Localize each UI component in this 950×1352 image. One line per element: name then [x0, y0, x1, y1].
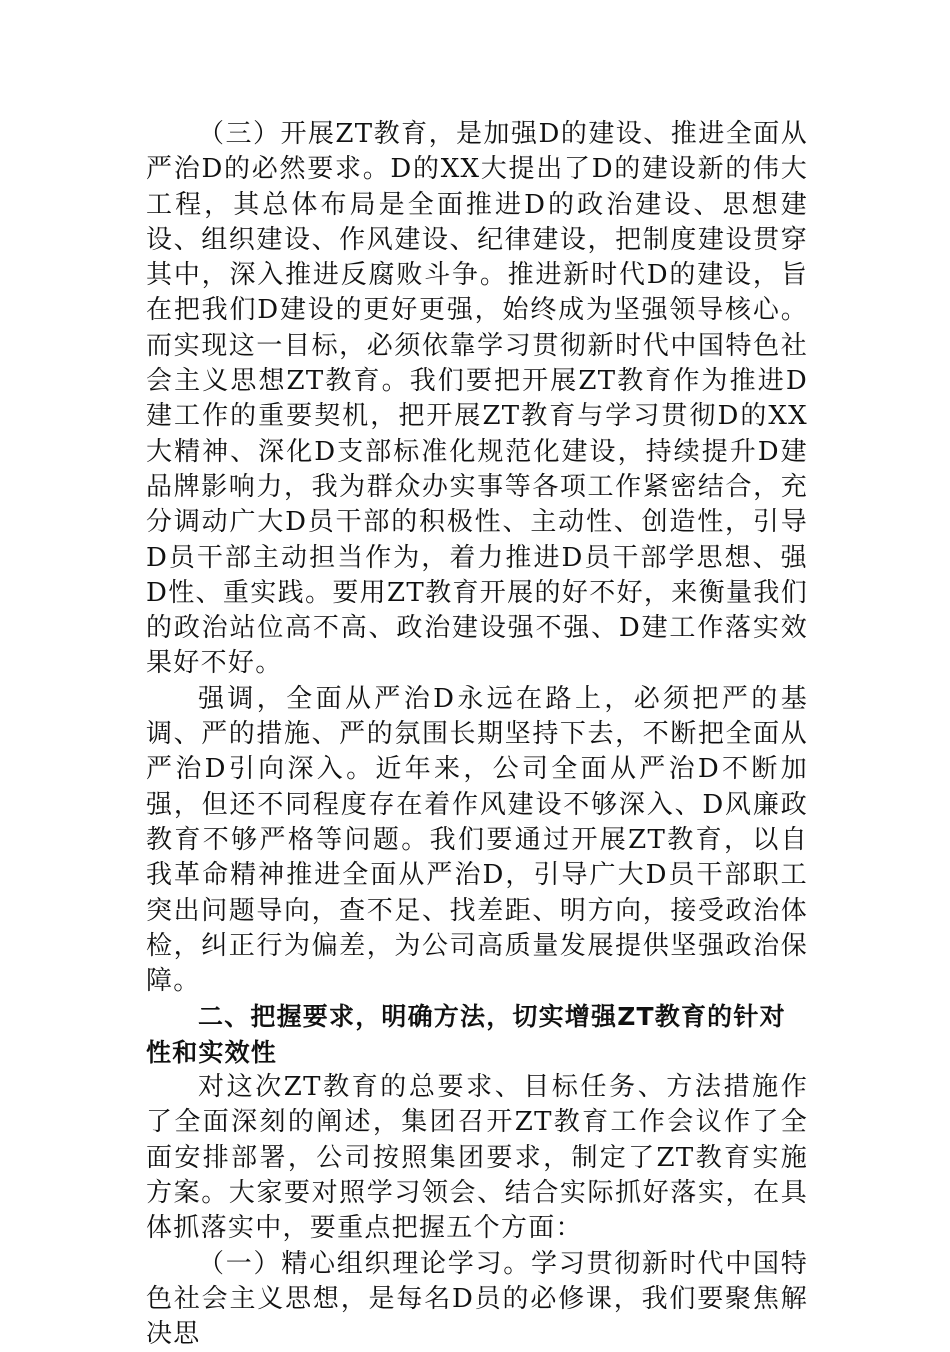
- section-heading-2: 二、把握要求，明确方法，切实增强ZT教育的针对性和实效性: [146, 999, 808, 1070]
- paragraph-3-zt-education-requirement: （三）开展ZT教育，是加强D的建设、推进全面从严治D的必然要求。D的XX大提出了D的建设新的伟大工程，其总体布局是全面推进D的政治建设、思想建设、组织建设、作风建设、纪律建设，把制度建设贯穿其中，深入推进反腐败斗争。推进新时代D的建设，旨在把我们D建设的更好更强，始终成为坚强领导核心。而实现这一目标，必须依靠学习贯彻新时代中国特色社会主义思想ZT教育。我们要把开展ZT教育作为推进D建工作的重要契机，把开展ZT教育与学习贯彻D的XX大精神、深化D支部标准化规范化建设，持续提升D建品牌影响力，我为群众办实事等各项工作紧密结合，充分调动广大D员干部的积极性、主动性、创造性，引导D员干部主动担当作为，着力推进D员干部学思想、强D性、重实践。要用ZT教育开展的好不好，来衡量我们的政治站位高不高、政治建设强不强、D建工作落实效果好不好。: [146, 117, 808, 682]
- document-body: [146, 117, 808, 1352]
- paragraph-overall-requirements: 对这次ZT教育的总要求、目标任务、方法措施作了全面深刻的阐述，集团召开ZT教育工作会议作了全面安排部署，公司按照集团要求，制定了ZT教育实施方案。大家要对照学习领会、结合实际抓好落实，在具体抓落实中，要重点把握五个方面：: [146, 1070, 808, 1246]
- paragraph-1-theory-study: （一）精心组织理论学习。学习贯彻新时代中国特色社会主义思想，是每名D员的必修课，我们要聚焦解决思: [146, 1247, 808, 1352]
- paragraph-strict-governance: 强调，全面从严治D永远在路上，必须把严的基调、严的措施、严的氛围长期坚持下去，不断把全面从严治D引向深入。近年来，公司全面从严治D不断加强，但还不同程度存在着作风建设不够深入、D风廉政教育不够严格等问题。我们要通过开展ZT教育，以自我革命精神推进全面从严治D，引导广大D员干部职工突出问题导向，查不足、找差距、明方向，接受政治体检，纠正行为偏差，为公司高质量发展提供坚强政治保障。: [146, 682, 808, 1000]
